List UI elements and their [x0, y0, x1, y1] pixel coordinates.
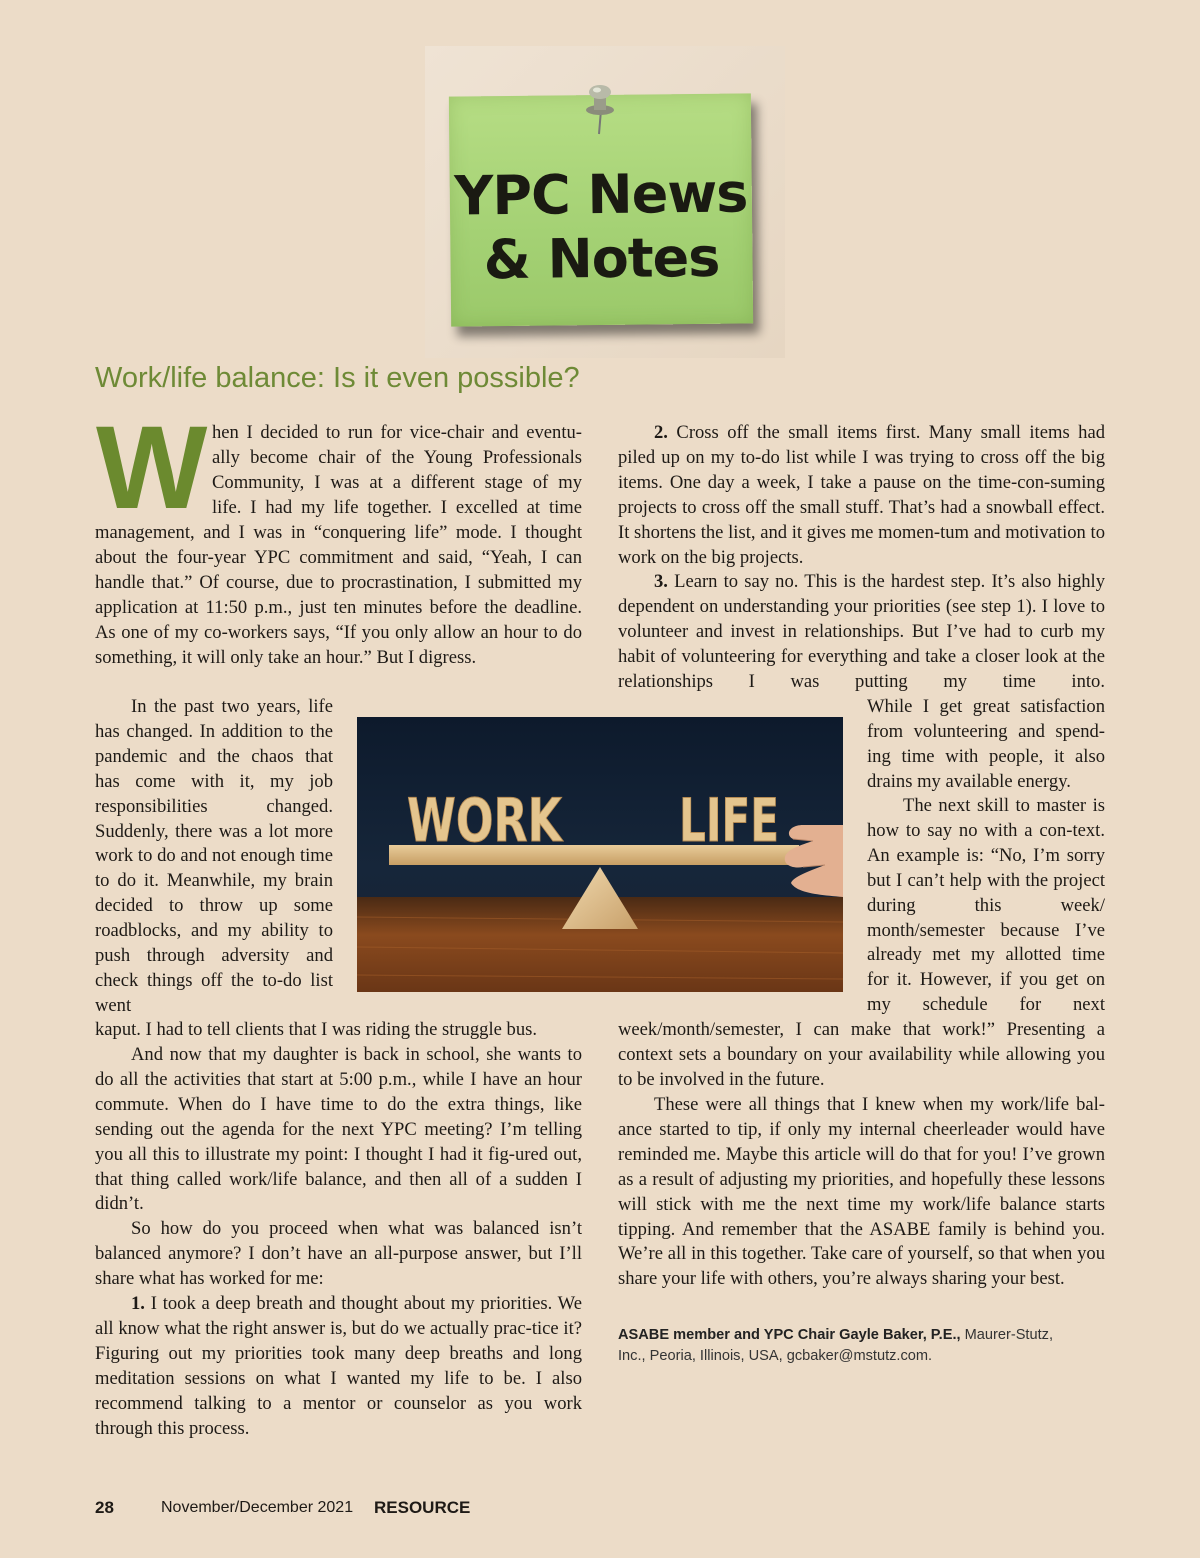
paragraph-line: life. I had my life together. I excelled at time — [212, 497, 582, 518]
step-number: 2. — [654, 422, 668, 443]
paragraph — [618, 570, 1105, 695]
step-text: Cross off the small items first. Many small items had piled up on my to-do list while I was trying to cross off the big items. One day a week, I take a pause on the time-con-suming projects to cross off the small stuff. That’s had a snowball effect. It shortens the list, and it gives me momen-tum and motivation to work on the big projects. — [618, 422, 1105, 568]
paragraph: So how do you proceed when what was balanced isn’t balanced anymore? I don’t have an all-purpose answer, but I’ll share what has worked for me: — [95, 1218, 582, 1289]
byline-affiliation: Maurer-Stutz, Inc., Peoria, Illinois, USA, gcbaker@mstutz.com. — [618, 1327, 1054, 1364]
issue-date: November/December 2021 — [161, 1499, 354, 1516]
step-text: I took a deep breath and thought about my priorities. We all know what the right answer is, but do we actually prac-tice it? Figuring out my priorities took many deep breaths and long meditation sessions on what I wanted my life to be. I also recommend talking to a mentor or counselor as you work through this process. — [95, 1293, 582, 1439]
paragraph — [618, 421, 1105, 570]
paragraph-line: Community, I was at a different stage of my — [212, 472, 582, 493]
paragraph-line: kaput. I had to tell clients that I was riding the struggle bus. — [95, 1019, 538, 1040]
paragraph-line: ally become chair of the Young Professionals — [212, 447, 582, 468]
paragraph-line: hen I decided to run for vice-chair and eventu- — [212, 422, 582, 443]
sticky-note-text: YPC News & Notes — [454, 161, 748, 292]
page-number: 28 — [95, 1498, 114, 1517]
byline-author: ASABE member and YPC Chair Gayle Baker, P.E., — [618, 1327, 961, 1343]
paragraph — [95, 1292, 582, 1441]
paragraph: In the past two years, life has changed. In addition to the pandemic and the chaos that has come with it, my job responsibilities changed. Suddenly, there was a lot more work to do and not enough time to do it. Meanwhile, my brain decided to throw up some roadblocks, and my ability to push through adversity and check things off the to-do list went — [95, 696, 333, 1016]
paragraph: These were all things that I knew when my work/life bal-ance started to tip, if only my internal cheerleader would have reminded me. Maybe this article will do that for you! I’ve grown as a result of adjusting my priorities, and hopefully these lessons will stick with me the next time my work/life balance starts tipping. And remember that the ASABE family is behind you. We’re all in this together. Take care of yourself, so that when you share your life with others, you’re always sharing your best. — [618, 1094, 1105, 1290]
paragraph: management, and I was in “conquering life” mode. I thought about the four-year YPC commitment and said, “Yeah, I can handle that.” Of course, due to procrastination, I submitted my application at 11:50 p.m., just ten minutes before the deadline. As one of my co-workers says, “If you only allow an hour to do something, it will only take an hour.” But I digress. — [95, 522, 582, 668]
byline — [618, 1325, 1068, 1367]
paragraph: And now that my daughter is back in school, she wants to do all the activities that start at 5:00 p.m., while I have an hour commute. When do I have time to do the extra things, like sending out the agenda for the next YPC meeting? I’m telling you all this to illustrate my point: I thought I had it fig-ured out, that thing called work/life balance, and then all of a sudden I didn’t. — [95, 1044, 582, 1215]
photo-word-life: LIFE — [679, 786, 779, 856]
page-footer — [95, 1496, 495, 1520]
drop-cap: W — [96, 402, 208, 534]
pushpin-icon — [580, 80, 620, 136]
paragraph: week/month/semester, I can make that work!” Presenting a context sets a boundary on your availability while allowing you to be involved in the future. — [618, 1019, 1105, 1090]
step-number: 1. — [131, 1293, 145, 1314]
paragraph: The next skill to master is how to say no with a con-text. An example is: “No, I’m sorry but I can’t help with the project during this week/ month/semester because I’ve already met my allotted time for it. However, if you get on my schedule for next — [867, 795, 1105, 1016]
work-life-balance-photo — [357, 717, 843, 992]
photo-word-work: WORK — [407, 786, 564, 856]
article-title: Work/life balance: Is it even possible? — [95, 362, 580, 394]
magazine-name: RESOURCE — [374, 1498, 471, 1517]
paragraph: While I get great satisfaction from volunteering and spend-ing time with people, it also drains my available energy. — [867, 696, 1105, 792]
step-number: 3. — [654, 571, 668, 592]
step-text: Learn to say no. This is the hardest step. It’s also highly dependent on understanding your priorities (see step 1). I love to volunteer and invest in relationships. But I’ve had to curb my habit of volunteering for everything and take a closer look at the relationships I was putting my time into. — [618, 571, 1105, 692]
